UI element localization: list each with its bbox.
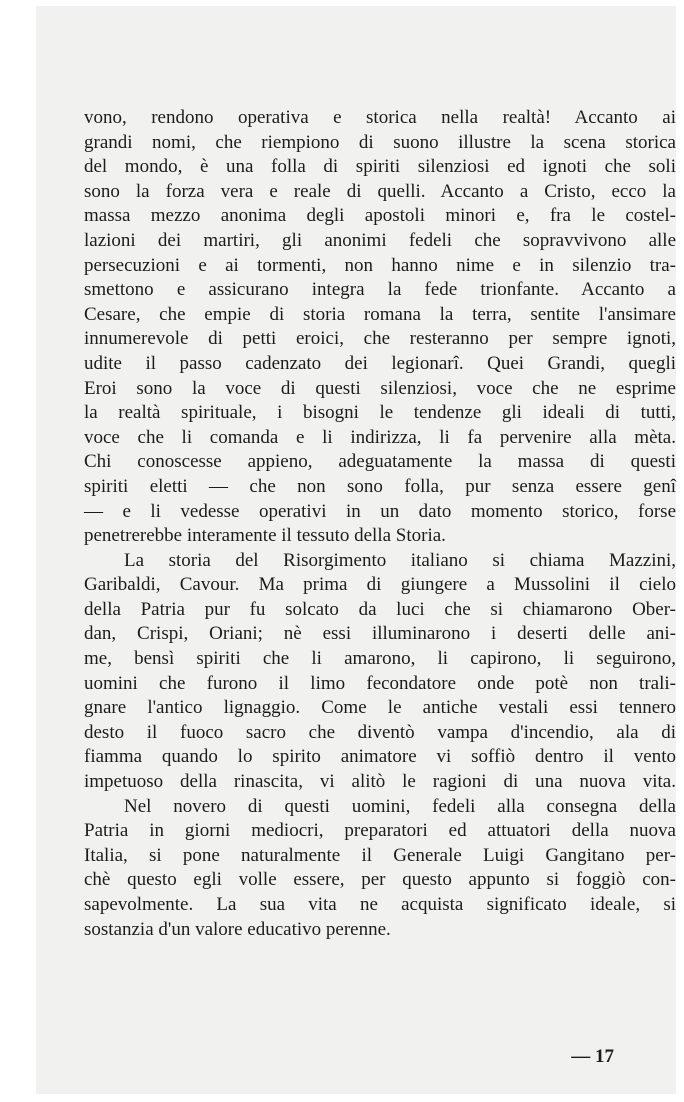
text-line: La storia del Risorgimento italiano si chiama Mazzini, [124,549,676,571]
text-line: desto il fuoco sacro che diventò vampa d'incendio, ala di [84,721,676,743]
text-line: udite il passo cadenzato dei legionarî. Quei Grandi, quegli [84,352,676,374]
text-line: Eroi sono la voce di questi silenziosi, voce che ne esprime [84,377,676,399]
paragraph-1 [84,106,676,549]
text-line: sapevolmente. La sua vita ne acquista significato ideale, si [84,894,676,915]
text-line: vono, rendono operativa e storica nella realtà! Accanto ai [84,107,676,128]
text-line: uomini che furono il limo fecondatore onde potè non trali- [84,672,676,694]
text-line: della Patria pur fu solcato da luci che si chiamarono Ober- [84,598,676,620]
text-line: Cesare, che empie di storia romana la terra, sentite l'ansimare [84,303,676,325]
text-line: me, bensì spiriti che li amarono, li capirono, li seguirono, [84,648,676,670]
text-line: Garibaldi, Cavour. Ma prima di giungere a Mussolini il cielo [84,574,676,596]
text-line: Chi conoscesse appieno, adeguatamente la massa di questi [84,451,676,473]
book-page [36,6,676,1094]
paragraph-2 [84,549,676,795]
text-line: chè questo egli volle essere, per questo appunto si foggiò con- [84,869,676,891]
text-line: impetuoso della rinascita, vi alitò le ragioni di una nuova vita. [84,771,676,793]
page-number: — 17 [571,1046,614,1067]
text-line: persecuzioni e ai tormenti, non hanno nime e in silenzio tra- [84,254,676,276]
text-line: — e li vedesse operativi in un dato momento storico, forse [84,500,676,522]
text-line: grandi nomi, che riempiono di suono illustre la scena storica [84,131,676,153]
text-line: sono la forza vera e reale di quelli. Accanto a Cristo, ecco la [84,180,676,202]
text-line: Italia, si pone naturalmente il Generale Luigi Gangitano per- [84,844,676,866]
paragraph-3 [84,795,676,943]
text-line: Nel novero di questi uomini, fedeli alla consegna della [124,795,676,817]
text-line: innumerevole di petti eroici, che resteranno per sempre ignoti, [84,328,676,350]
text-line: spiriti eletti — che non sono folla, pur senza essere genî [84,475,676,497]
text-line: lazioni dei martiri, gli anonimi fedeli che sopravvivono alle [84,229,676,251]
text-line: penetrerebbe interamente il tessuto della Storia. [84,525,446,547]
text-line: voce che li comanda e li indirizza, li fa pervenire alla mèta. [84,426,676,448]
text-line: sostanzia d'un valore educativo perenne. [84,918,391,940]
body-text [84,106,676,942]
text-line: fiamma quando lo spirito animatore vi soffiò dentro il vento [84,746,676,768]
text-line: massa mezzo anonima degli apostoli minori e, fra le costel- [84,205,676,227]
text-line: Patria in giorni mediocri, preparatori ed attuatori della nuova [84,820,676,842]
text-line: dan, Crispi, Oriani; nè essi illuminarono i deserti delle ani- [84,623,676,645]
text-line: gnare l'antico lignaggio. Come le antiche vestali essi tennero [84,697,676,719]
text-line: del mondo, è una folla di spiriti silenziosi ed ignoti che soli [84,156,676,178]
text-line: la realtà spirituale, i bisogni le tendenze gli ideali di tutti, [84,402,676,424]
text-line: smettono e assicurano integra la fede trionfante. Accanto a [84,279,676,301]
